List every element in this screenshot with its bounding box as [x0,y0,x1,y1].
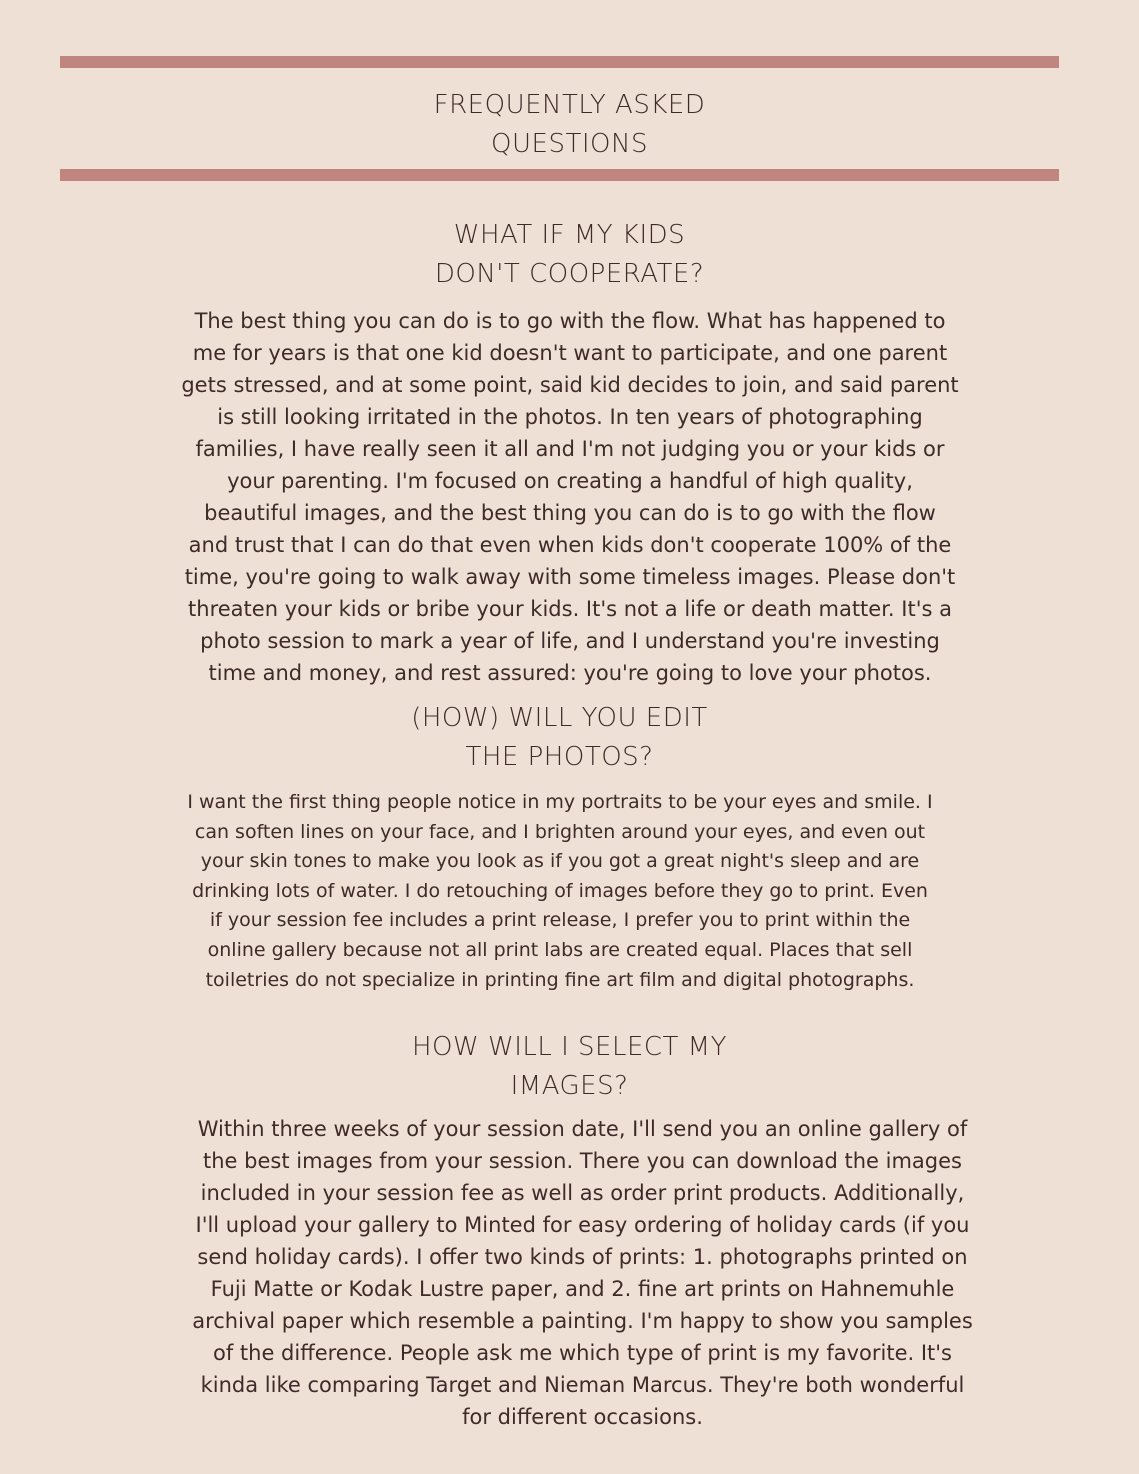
faq-question-edit-photos [0,699,1129,777]
answer-line: The best thing you can do is to go with the flow. What has happened to [194,309,946,333]
answer-line: toiletries do not specialize in printing fine art film and digital photographs. [205,968,915,991]
answer-line: me for years is that one kid doesn't want to participate, and one parent [192,341,948,365]
faq-answer-kids-cooperate [150,305,990,689]
answer-line: families, I have really seen it all and I'm not judging you or your kids or [195,437,945,461]
answer-line: gets stressed, and at some point, said kid decides to join, and said parent [181,373,959,397]
answer-line: for different occasions. [462,1405,703,1429]
answer-line: if your session fee includes a print release, I prefer you to print within the [209,909,911,932]
answer-line: online gallery because not all print labs are created equal. Places that sell [207,938,913,961]
answer-line: included in your session fee as well as order print products. Additionally, [200,1181,965,1205]
bottom-divider [60,169,1059,181]
question-line: HOW WILL I SELECT MY [412,1032,727,1062]
faq-answer-edit-photos [150,788,970,995]
answer-line: can soften lines on your face, and I brighten around your eyes, and even out [194,820,926,843]
answer-line: your parenting. I'm focused on creating a handful of high quality, [227,469,913,493]
question-line: IMAGES? [510,1071,629,1101]
faq-answer-select-images [150,1113,1015,1433]
answer-line: I want the first thing people notice in my portraits to be your eyes and smile. I [187,791,933,813]
answer-line: send holiday cards). I offer two kinds of prints: 1. photographs printed on [197,1245,968,1269]
faq-question-kids-cooperate [0,216,1139,294]
answer-line: I'll upload your gallery to Minted for easy ordering of holiday cards (if you [195,1213,970,1237]
answer-line: kinda like comparing Target and Nieman Marcus. They're both wonderful [200,1373,965,1397]
answer-line: photo session to mark a year of life, and I understand you're investing [200,629,940,653]
answer-line: and trust that I can do that even when kids don't cooperate 100% of the [188,533,952,557]
answer-line: the best images from your session. There you can download the images [203,1149,962,1173]
page-title-line-1: FREQUENTLY ASKED [433,90,706,120]
answer-line: drinking lots of water. I do retouching of images before they go to print. Even [192,879,928,902]
answer-line: is still looking irritated in the photos. In ten years of photographing [217,405,923,429]
answer-line: your skin tones to make you look as if you got a great night's sleep and are [200,850,920,873]
page-title-line-2: QUESTIONS [491,129,648,159]
question-line: WHAT IF MY KIDS [453,220,686,250]
faq-question-select-images [0,1028,1139,1106]
answer-line: archival paper which resemble a painting. I'm happy to show you samples [192,1309,973,1333]
answer-line: time, you're going to walk away with some timeless images. Please don't [184,565,956,589]
answer-line: time and money, and rest assured: you're going to love your photos. [208,661,932,685]
top-divider [60,56,1059,68]
page-title [0,86,1139,164]
answer-line: threaten your kids or bribe your kids. It's not a life or death matter. It's a [188,597,952,621]
question-line: (HOW) WILL YOU EDIT [411,703,708,733]
answer-line: beautiful images, and the best thing you can do is to go with the flow [204,501,936,525]
question-line: THE PHOTOS? [465,742,654,772]
answer-line: Within three weeks of your session date, I'll send you an online gallery of [197,1117,968,1141]
question-line: DON'T COOPERATE? [434,259,705,289]
answer-line: of the difference. People ask me which type of print is my favorite. It's [213,1341,952,1365]
answer-line: Fuji Matte or Kodak Lustre paper, and 2. fine art prints on Hahnemuhle [210,1277,955,1301]
